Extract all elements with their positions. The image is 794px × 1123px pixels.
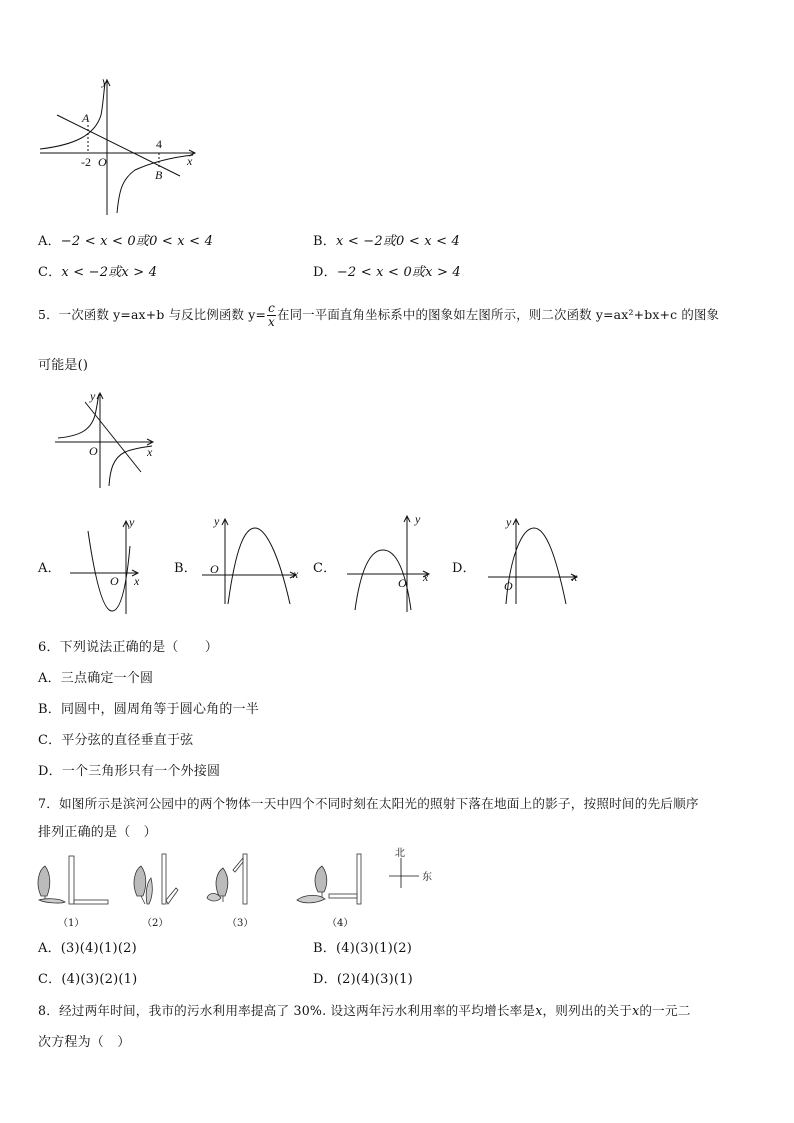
q4-label-B: B — [155, 168, 163, 182]
q7-shadow-figures — [35, 848, 445, 908]
q5-option-d-label: D． — [452, 561, 476, 576]
q5-graph-O: O — [89, 444, 98, 458]
q6-option-d: D．一个三角形只有一个外接圆 — [38, 764, 221, 779]
q7-option-d: D．(2)(4)(3)(1) — [313, 972, 413, 987]
svg-text:x: x — [293, 567, 299, 581]
q5-option-a-label: A． — [38, 561, 61, 576]
q4-option-a: A．−2 < x < 0或0 < x < 4 — [38, 234, 214, 249]
q7-compass-east: 东 — [422, 872, 432, 883]
q7-stem-line1: 7．如图所示是滨河公园中的两个物体一天中四个不同时刻在太阳光的照射下落在地面上的影子，按照时间的先后顺序 — [38, 796, 699, 811]
q7-option-a: A．(3)(4)(1)(2) — [38, 941, 137, 956]
q7-caption-1: （1） — [58, 918, 85, 929]
q5-option-d-graph — [484, 516, 584, 616]
q4-tick-neg2: -2 — [81, 155, 91, 169]
q4-tick-4: 4 — [156, 137, 162, 151]
q6-option-c: C．平分弦的直径垂直于弦 — [38, 733, 194, 748]
q7-option-b: B．(4)(3)(1)(2) — [313, 941, 413, 956]
q5-option-b-graph — [200, 516, 310, 616]
q5-option-a-graph — [66, 516, 156, 616]
q6-option-a: A．三点确定一个圆 — [38, 671, 154, 686]
q5-option-b-label: B． — [174, 561, 197, 576]
svg-text:O: O — [210, 562, 219, 576]
q8-stem-line1: 8．经过两年时间，我市的污水利用率提高了 30%. 设这两年污水利用率的平均增长率是x，则列出的关于x的一元二 — [38, 1003, 691, 1018]
svg-text:O: O — [110, 574, 119, 588]
svg-text:O: O — [504, 579, 513, 593]
q5-option-c-graph — [345, 512, 445, 616]
q4-graph — [35, 75, 205, 220]
q8-stem-line2: 次方程为（ ） — [38, 1035, 131, 1050]
q7-caption-4: （4） — [327, 918, 354, 929]
q5-option-c-label: C． — [313, 561, 337, 576]
q7-caption-3: （3） — [227, 918, 254, 929]
q4-label-y: y — [102, 74, 108, 88]
q4-label-x: x — [187, 154, 193, 168]
q5-stem-line2: 可能是() — [38, 358, 89, 373]
q5-fraction: $\frac{c}{x}$ — [268, 301, 275, 329]
svg-text:y: y — [129, 515, 135, 529]
svg-text:y: y — [214, 514, 220, 528]
q7-compass-north: 北 — [395, 848, 405, 859]
q5-stem-line1: 5．一次函数 y=ax+b 与反比例函数 y= $\frac{c}{x}$ 在同一平面直角坐标系中的图象如左图所示，则二次函数 y=ax²+bx+c 的图象 — [38, 301, 720, 329]
svg-text:O: O — [398, 576, 407, 590]
q5-graph — [55, 390, 165, 490]
q4-label-A: A — [82, 111, 90, 125]
q4-option-c: C．x < −2或x > 4 — [38, 265, 158, 280]
q6-stem: 6．下列说法正确的是（ ） — [38, 640, 219, 655]
q4-option-d: D．−2 < x < 0或x > 4 — [313, 265, 461, 280]
svg-text:y: y — [415, 512, 421, 526]
svg-text:x: x — [134, 574, 140, 588]
q6-option-b: B．同圆中，圆周角等于圆心角的一半 — [38, 702, 259, 717]
q7-stem-line2: 排列正确的是（ ） — [38, 825, 157, 840]
svg-text:x: x — [423, 570, 429, 584]
svg-text:x: x — [572, 570, 578, 584]
q4-label-O: O — [98, 155, 107, 169]
q4-option-b: B．x < −2或0 < x < 4 — [313, 234, 461, 249]
svg-text:y: y — [506, 515, 512, 529]
q7-option-c: C．(4)(3)(2)(1) — [38, 972, 138, 987]
q5-graph-y: y — [90, 389, 96, 403]
q5-graph-x: x — [147, 445, 153, 459]
q7-caption-2: （2） — [142, 918, 169, 929]
